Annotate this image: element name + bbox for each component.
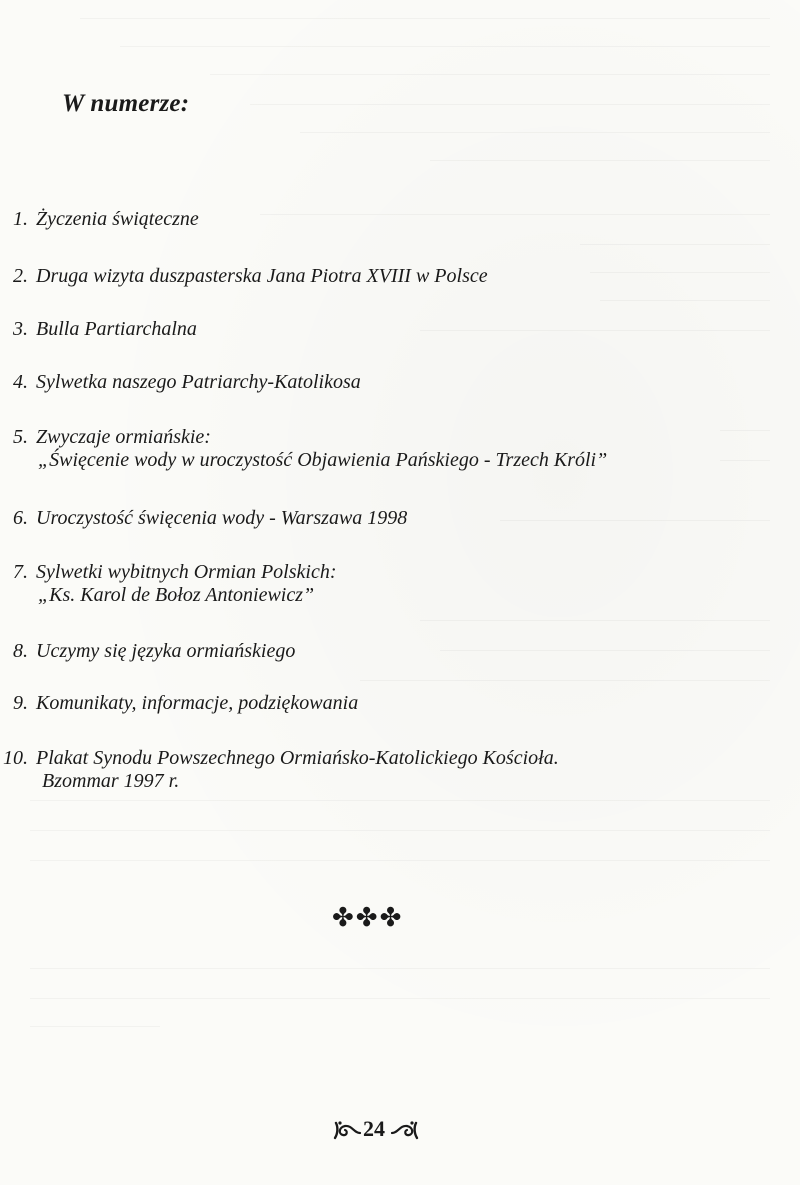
toc-item-number: 8. bbox=[13, 640, 28, 662]
toc-item-5 bbox=[0, 426, 607, 472]
toc-item-title: Życzenia świąteczne bbox=[36, 208, 199, 230]
toc-item-title: Bulla Partiarchalna bbox=[36, 318, 197, 340]
toc-item-2 bbox=[0, 265, 488, 288]
toc-item-title: Sylwetka naszego Patriarchy-Katolikosa bbox=[36, 371, 361, 393]
toc-item-number: 2. bbox=[13, 265, 28, 287]
toc-item-9 bbox=[0, 692, 358, 715]
toc-item-number: 6. bbox=[13, 507, 28, 529]
toc-item-subtitle: „Święcenie wody w uroczystość Objawienia Pańskiego - Trzech Króli” bbox=[38, 449, 608, 471]
toc-item-4 bbox=[0, 371, 361, 394]
toc-item-title: Komunikaty, informacje, podziękowania bbox=[36, 692, 359, 714]
toc-item-1 bbox=[0, 208, 199, 231]
scroll-left-icon bbox=[332, 1119, 362, 1141]
toc-item-number: 9. bbox=[13, 692, 28, 714]
section-divider-ornament bbox=[332, 904, 422, 932]
toc-item-3 bbox=[0, 318, 197, 341]
toc-item-title: Druga wizyta duszpasterska Jana Piotra XVIII w Polsce bbox=[36, 265, 488, 287]
flower-ornament-icons: ✤✤✤ bbox=[332, 903, 404, 933]
toc-item-number: 4. bbox=[13, 371, 28, 393]
toc-item-number: 5. bbox=[13, 426, 28, 448]
toc-item-10 bbox=[0, 747, 559, 793]
toc-item-title: Uczymy się języka ormiańskiego bbox=[36, 640, 296, 662]
toc-item-6 bbox=[0, 507, 407, 530]
toc-item-title: Zwyczaje ormiańskie: bbox=[36, 426, 211, 448]
toc-item-title: Sylwetki wybitnych Ormian Polskich: bbox=[36, 561, 337, 583]
toc-item-title: Plakat Synodu Powszechnego Ormiańsko-Katolickiego Kościoła. bbox=[36, 747, 559, 769]
toc-item-number: 10. bbox=[3, 747, 28, 769]
toc-item-8 bbox=[0, 640, 295, 663]
toc-item-number: 1. bbox=[13, 208, 28, 230]
toc-item-number: 7. bbox=[13, 561, 28, 583]
scroll-right-icon bbox=[390, 1119, 420, 1141]
toc-item-number: 3. bbox=[13, 318, 28, 340]
toc-item-subtitle: Bzommar 1997 r. bbox=[42, 770, 180, 792]
toc-item-7 bbox=[0, 561, 336, 607]
page-number: 24 bbox=[363, 1116, 385, 1141]
page-footer bbox=[330, 1113, 430, 1147]
toc-heading: W numerze: bbox=[62, 90, 190, 117]
toc-item-subtitle: „Ks. Karol de Bołoz Antoniewicz” bbox=[38, 584, 315, 606]
toc-item-title: Uroczystość święcenia wody - Warszawa 1998 bbox=[36, 507, 408, 529]
